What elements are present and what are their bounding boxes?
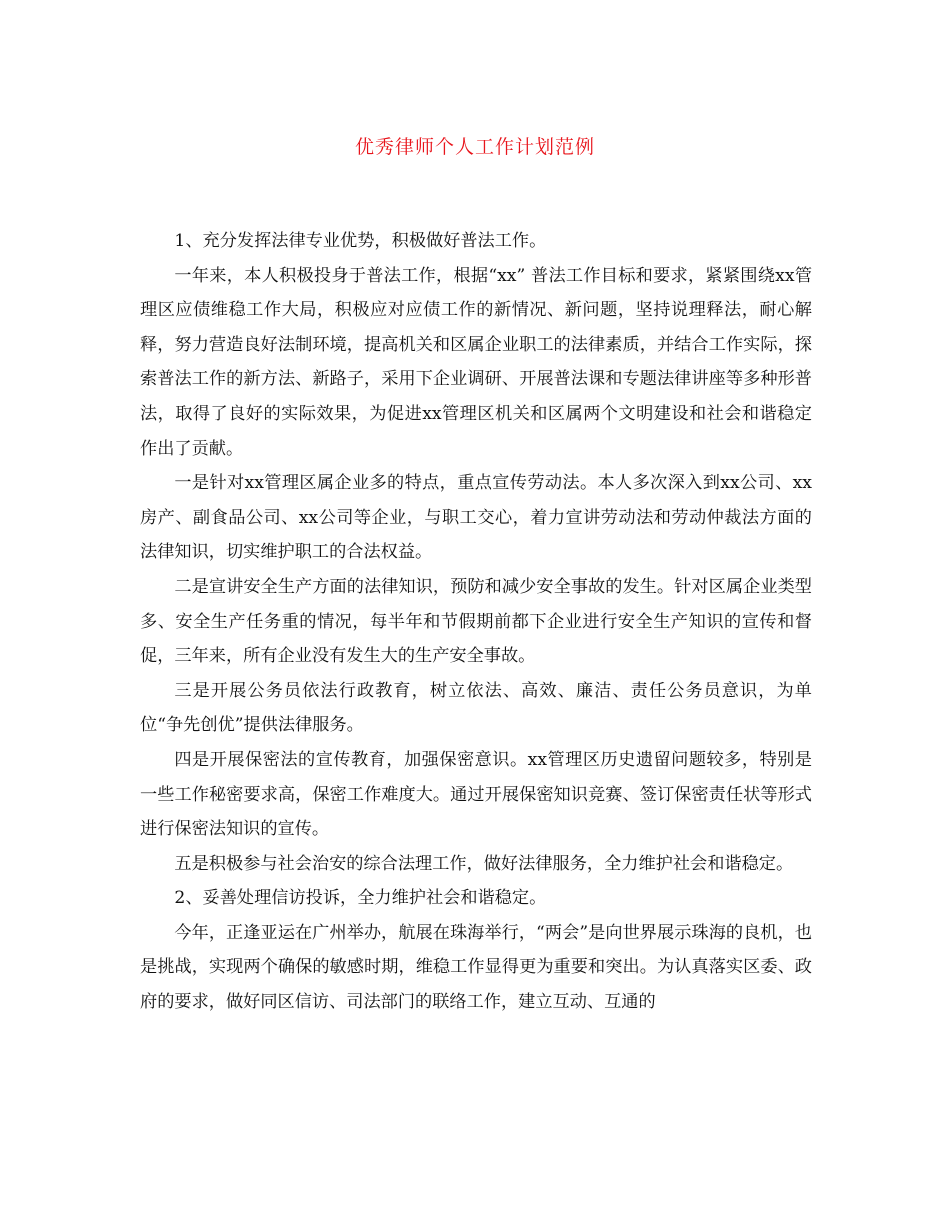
paragraph-section-2-heading: 2、妥善处理信访投诉，全力维护社会和谐稳定。 bbox=[174, 888, 547, 909]
paragraph-civil-servant-education: 三是开展公务员依法行政教育，树立依法、高效、廉洁、责任公务员意识，为单位“争先创优”提供法律服务。 bbox=[140, 680, 812, 736]
paragraph-legal-education-summary: 一年来，本人积极投身于普法工作，根据“xx” 普法工作目标和要求，紧紧围绕xx管理区应债维稳工作大局，积极应对应债工作的新情况、新问题，坚持说理释法，耐心解释，努力营造良好法制环境，提高机关和区属企业职工的法律素质，并结合工作实际，探索普法工作的新方法、新路子，采用下企业调研、开展普法课和专题法律讲座等多种形普法，取得了良好的实际效果，为促进xx管理区机关和区属两个文明建设和社会和谐稳定作出了贡献。 bbox=[140, 265, 813, 459]
document-body bbox=[140, 224, 812, 1020]
paragraph-confidentiality-law: 四是开展保密法的宣传教育，加强保密意识。xx管理区历史遗留问题较多，特别是一些工作秘密要求高，保密工作难度大。通过开展保密知识竞赛、签订保密责任状等形式进行保密法知识的宣传。 bbox=[140, 749, 812, 840]
paragraph-labor-law: 一是针对xx管理区属企业多的特点，重点宣传劳动法。本人多次深入到xx公司、xx房产、副食品公司、xx公司等企业，与职工交心，着力宣讲劳动法和劳动仲裁法方面的法律知识，切实维护职工的合法权益。 bbox=[140, 473, 812, 563]
paragraph-safety-production: 二是宣讲安全生产方面的法律知识，预防和减少安全事故的发生。针对区属企业类型多、安全生产任务重的情况，每半年和节假期前都下企业进行安全生产知识的宣传和督促，三年来，所有企业没有发生大的生产安全事故。 bbox=[140, 576, 812, 667]
paragraph-stability-work: 今年，正逢亚运在广州举办，航展在珠海举行，“两会”是向世界展示珠海的良机，也是挑战，实现两个确保的敏感时期，维稳工作显得更为重要和突出。为认真落实区委、政府的要求，做好同区信访、司法部门的联络工作，建立互动、互通的 bbox=[140, 922, 812, 1013]
paragraph-public-security: 五是积极参与社会治安的综合法理工作，做好法律服务，全力维护社会和谐稳定。 bbox=[174, 853, 794, 874]
document-title: 优秀律师个人工作计划范例 bbox=[354, 136, 595, 158]
paragraph-section-1-heading: 1、充分发挥法律专业优势，积极做好普法工作。 bbox=[174, 231, 547, 251]
